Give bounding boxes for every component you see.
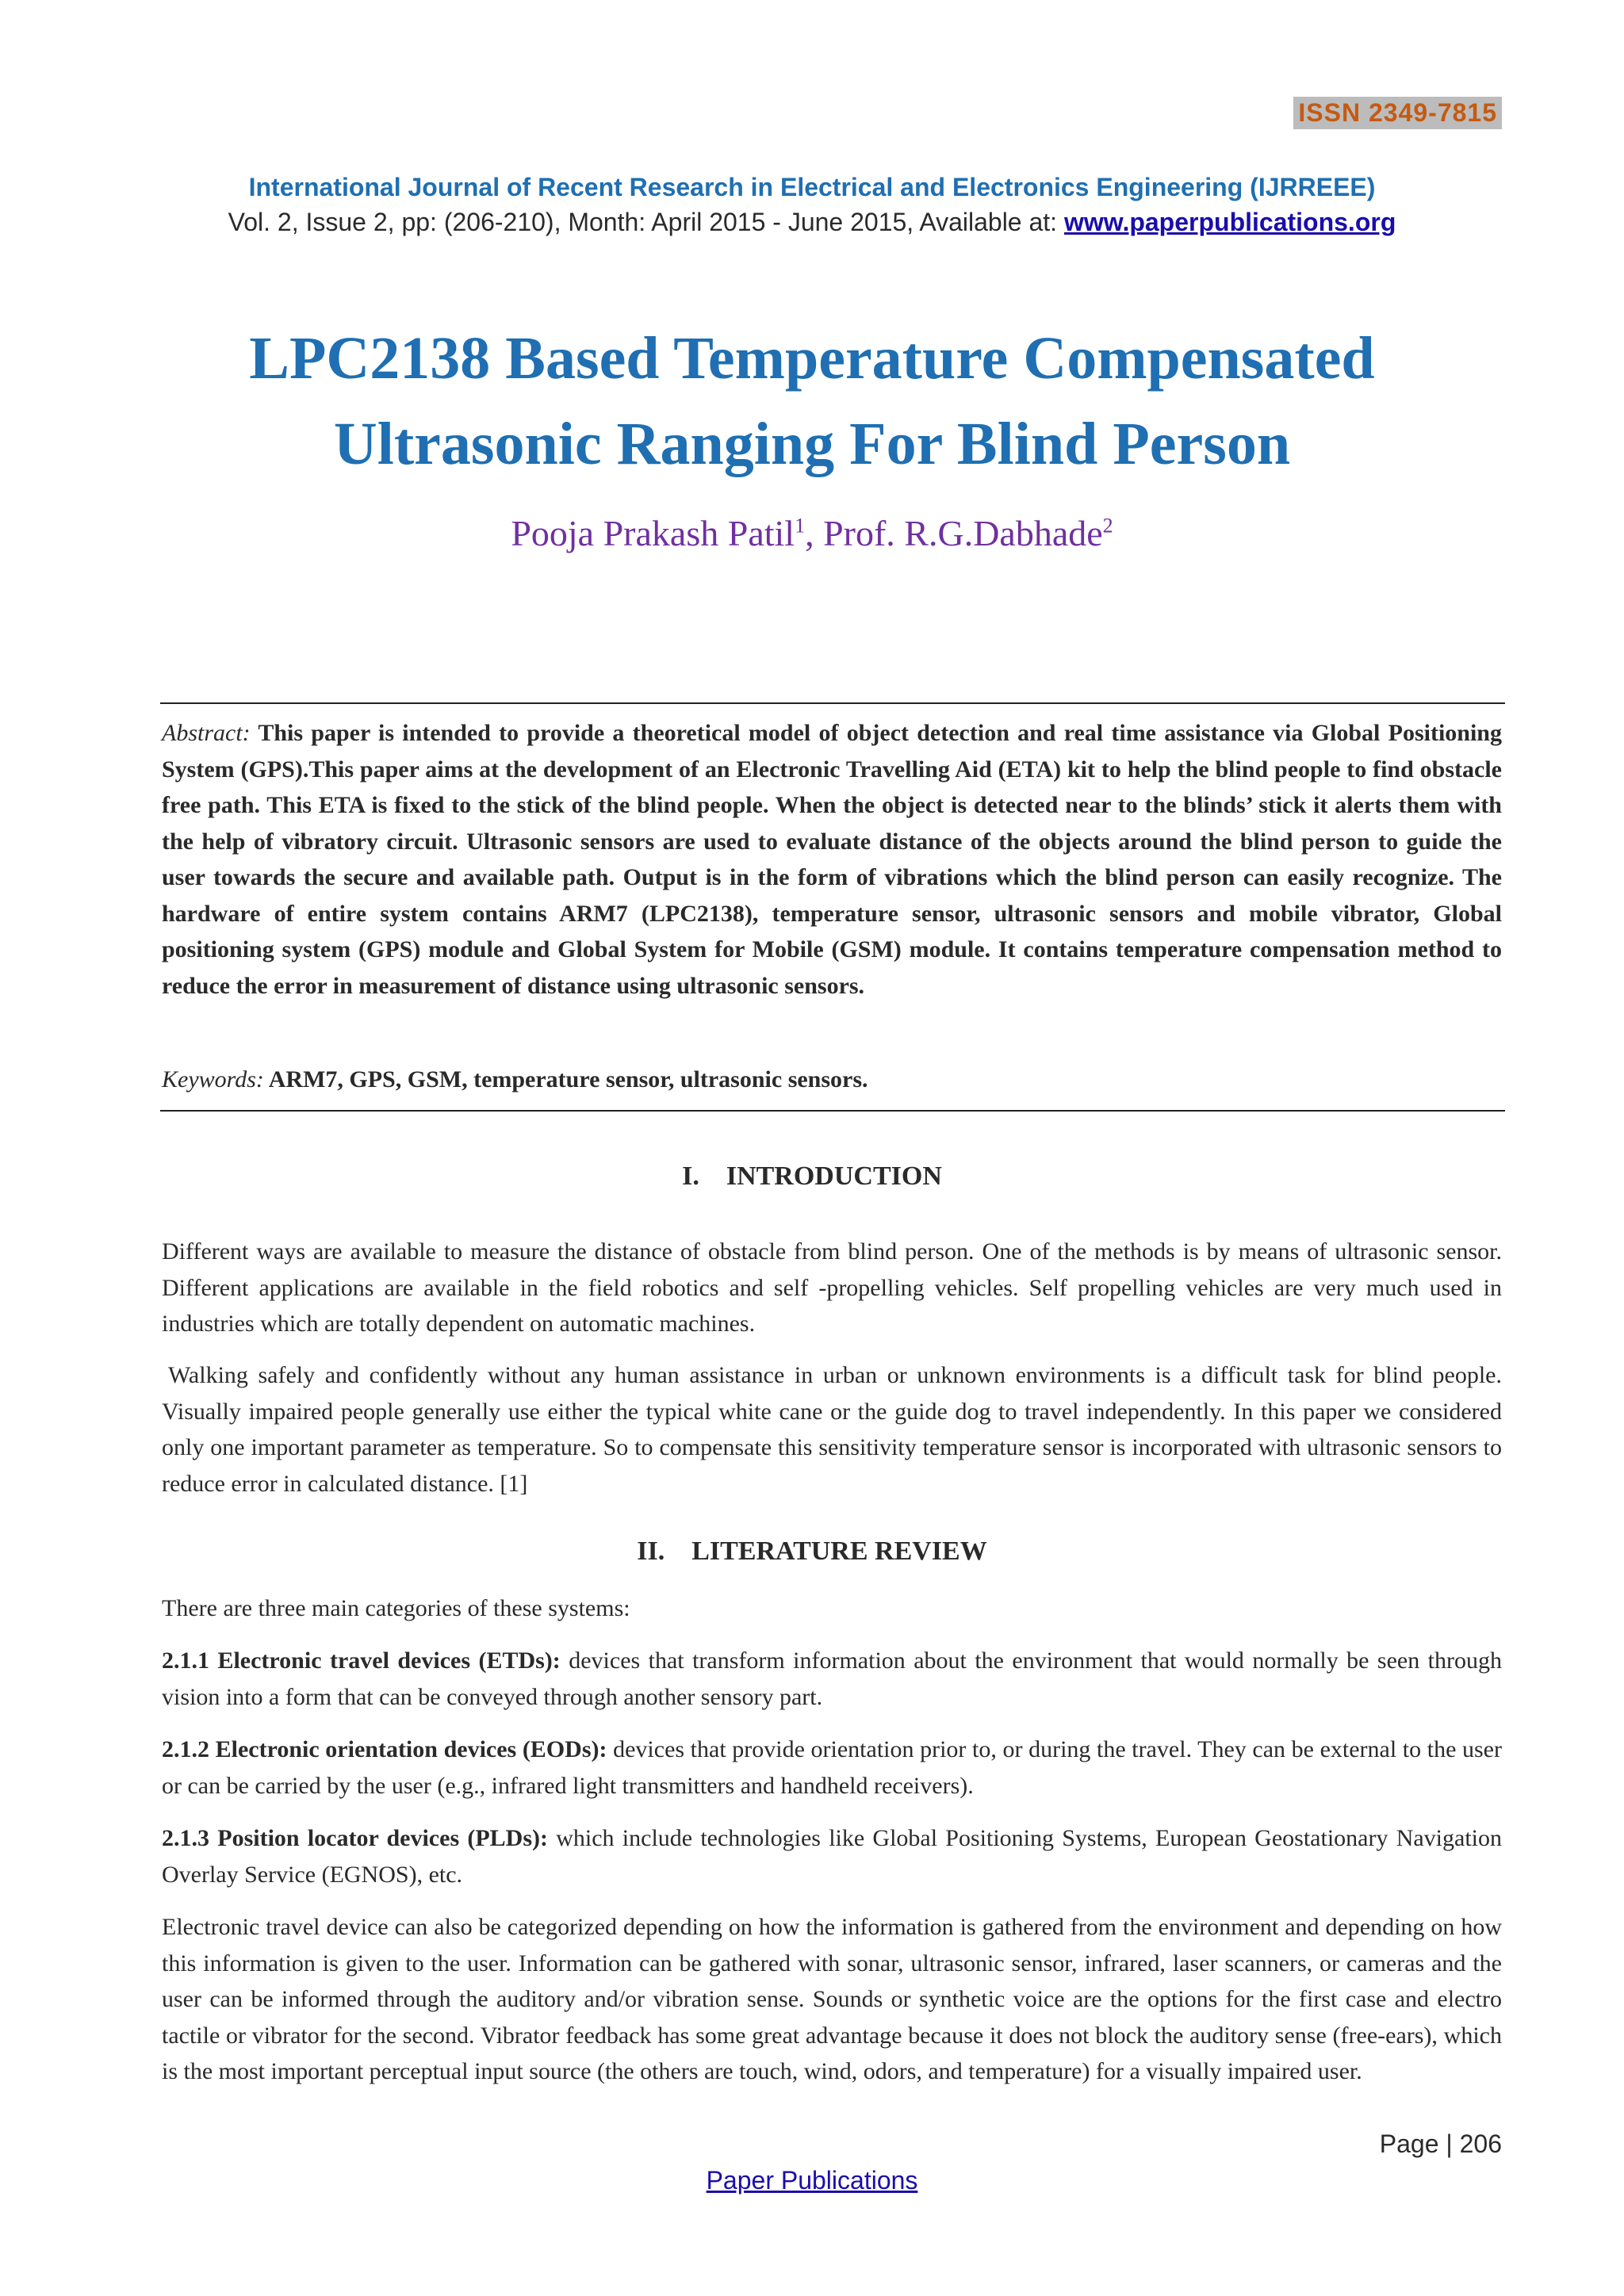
keywords-text: ARM7, GPS, GSM, temperature sensor, ultrasonic sensors. bbox=[268, 1066, 868, 1093]
intro-paragraph-1: Different ways are available to measure the distance of obstacle from blind person. One of the methods is by means of ultrasonic sensor. Different applications are available in the field robotics and self -propelling vehicles. Self propelling vehicles are very much used in industries which are totally dependent on automatic machines. bbox=[162, 1238, 1502, 1337]
eod-label: 2.1.2 Electronic orientation devices (EODs): bbox=[162, 1736, 607, 1762]
abstract-text: This paper is intended to provide a theoretical model of object detection and real time assistance via Global Positioning System (GPS).This paper aims at the development of an Electronic Travelling Aid (ETA) kit to help the blind people to find obstacle free path. This ETA is fixed to the stick of the blind people. When the object is detected near to the blinds’ stick it alerts them with the help of vibratory circuit. Ultrasonic sensors are used to evaluate distance of the objects around the blind person to guide the user towards the secure and available path. Output is in the form of vibrations which the blind person can easily recognize. The hardware of entire system contains ARM7 (LPC2138), temperature sensor, ultrasonic sensors and mobile vibrator, Global positioning system (GPS) module and Global System for Mobile (GSM) module. It contains temperature compensation method to reduce the error in measurement of distance using ultrasonic sensors. bbox=[162, 720, 1502, 999]
author-1-affiliation: 1 bbox=[795, 514, 806, 538]
etd-text: devices that transform information about the environment that would normally be seen through vision into a form that can be conveyed through another sensory part. bbox=[162, 1647, 1502, 1710]
journal-name: International Journal of Recent Research in Electrical and Electronics Engineering (IJRREEE) bbox=[248, 173, 1376, 201]
pld-label: 2.1.3 Position locator devices (PLDs): bbox=[162, 1825, 548, 1851]
author-2-affiliation: 2 bbox=[1102, 514, 1113, 538]
etd-label: 2.1.1 Electronic travel devices (ETDs): bbox=[162, 1647, 561, 1674]
journal-meta bbox=[0, 208, 1624, 237]
authors bbox=[0, 512, 1624, 554]
eod-text: devices that provide orientation prior to, or during the travel. They can be external to the user or can be carried by the user (e.g., infrared light transmitters and handheld receivers). bbox=[162, 1736, 1502, 1799]
abstract-top-rule bbox=[160, 702, 1505, 704]
title-line-2: Ultrasonic Ranging For Blind Person bbox=[333, 411, 1291, 477]
abstract bbox=[162, 715, 1502, 1004]
intro-paragraph-2: Walking safely and confidently without any human assistance in urban or unknown environments is a difficult task for blind people. Visually impaired people generally use either the typical white cane or the guide dog to travel independently. In this paper we considered only one important parameter as temperature. So to compensate this sensitivity temperature sensor is incorporated with ultrasonic sensors to reduce error in calculated distance. [1] bbox=[162, 1362, 1502, 1497]
journal-meta-text: Vol. 2, Issue 2, pp: (206-210), Month: April 2015 - June 2015, Available at: bbox=[228, 208, 1064, 236]
author-1: Pooja Prakash Patil bbox=[511, 513, 795, 553]
pld-text: which include technologies like Global Positioning Systems, European Geostationary Navigation Overlay Service (EGNOS), etc. bbox=[162, 1825, 1503, 1888]
literature-etd-paragraph bbox=[162, 1643, 1502, 1715]
keywords bbox=[162, 1062, 1502, 1097]
paper-title bbox=[119, 316, 1505, 487]
publisher-link[interactable]: Paper Publications bbox=[706, 2166, 918, 2195]
journal-url-link[interactable]: www.paperpublications.org bbox=[1063, 208, 1396, 236]
title-line-1: LPC2138 Based Temperature Compensated bbox=[249, 325, 1375, 392]
author-2: , Prof. R.G.Dabhade bbox=[805, 513, 1103, 553]
abstract-label: Abstract: bbox=[162, 720, 251, 746]
page-number: Page | 206 bbox=[1379, 2130, 1502, 2158]
section-heading-literature-review: II. LITERATURE REVIEW bbox=[637, 1536, 987, 1566]
literature-paragraph-2: Electronic travel device can also be categorized depending on how the information is gathered from the environment and depending on how this information is given to the user. Information can be gathered with sonar, ultrasonic sensor, infrared, laser scanners, or cameras and the user can be informed through the auditory and/or vibration sense. Sounds or synthetic voice are the options for the first case and electro tactile or vibrator for the second. Vibrator feedback has some great advantage because it does not block the auditory sense (free-ears), which is the most important perceptual input source (the others are touch, wind, odors, and temperature) for a visually impaired user. bbox=[162, 1914, 1502, 2084]
issn-badge: ISSN 2349-7815 bbox=[1293, 97, 1502, 129]
section-heading-introduction: I. INTRODUCTION bbox=[682, 1161, 942, 1191]
keywords-label: Keywords: bbox=[162, 1066, 264, 1093]
literature-pld-paragraph bbox=[162, 1820, 1502, 1892]
abstract-bottom-rule bbox=[160, 1110, 1505, 1112]
literature-eod-paragraph bbox=[162, 1732, 1502, 1804]
literature-intro: There are three main categories of these systems: bbox=[162, 1595, 630, 1621]
